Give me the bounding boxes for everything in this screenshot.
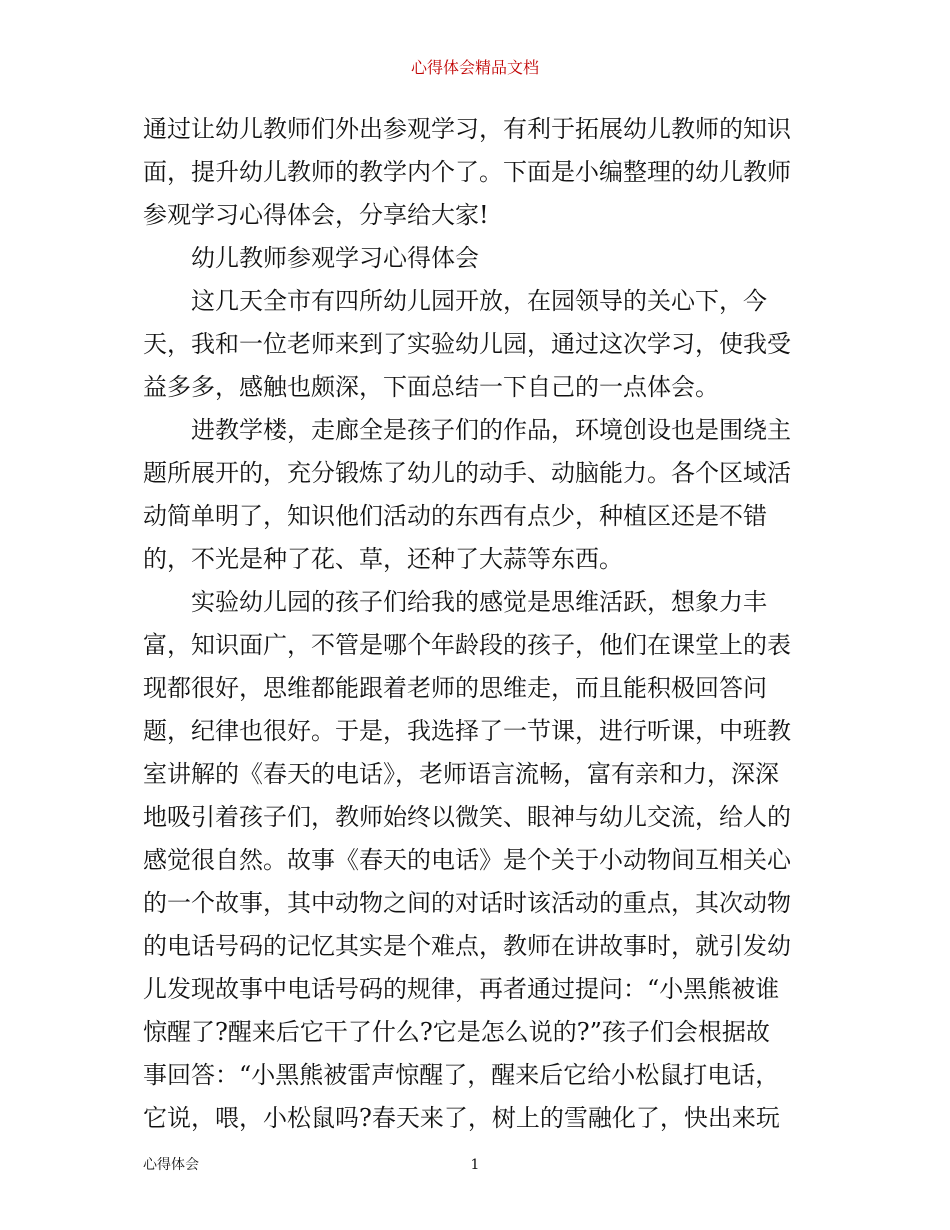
body-line: 现都很好，思维都能跟着老师的思维走，而且能积极回答问: [143, 674, 767, 702]
body-line: 惊醒了?醒来后它干了什么?它是怎么说的?”孩子们会根据故: [143, 1018, 770, 1046]
body-line: 的电话号码的记忆其实是个难点，教师在讲故事时，就引发幼: [143, 932, 791, 960]
document-header-title: 心得体会精品文档: [410, 58, 539, 77]
body-line: 它说，喂，小松鼠吗?春天来了，树上的雪融化了，快出来玩: [143, 1104, 780, 1132]
body-line: 天，我和一位老师来到了实验幼儿园，通过这次学习，使我受: [143, 330, 791, 358]
body-line: 动简单明了，知识他们活动的东西有点少，种植区还是不错: [143, 502, 767, 530]
footer-label: 心得体会: [143, 1157, 199, 1173]
body-line: 进教学楼，走廊全是孩子们的作品，环境创设也是围绕主: [191, 416, 791, 444]
body-line: 实验幼儿园的孩子们给我的感觉是思维活跃，想象力丰: [191, 588, 767, 616]
body-line: 事回答：“小黑熊被雷声惊醒了，醒来后它给小松鼠打电话，: [143, 1061, 780, 1089]
document-body: [143, 108, 815, 1140]
body-line: 参观学习心得体会，分享给大家!: [143, 201, 489, 229]
body-line: 富，知识面广，不管是哪个年龄段的孩子，他们在课堂上的表: [143, 631, 791, 659]
page-number: 1: [470, 1157, 480, 1173]
body-line: 益多多，感触也颇深，下面总结一下自己的一点体会。: [143, 373, 719, 401]
body-line: 的一个故事，其中动物之间的对话时该活动的重点，其次动物: [143, 889, 791, 917]
body-line: 感觉很自然。故事《春天的电话》是个关于小动物间互相关心: [143, 846, 791, 874]
body-line: 儿发现故事中电话号码的规律，再者通过提问：“小黑熊被谁: [143, 975, 780, 1003]
body-line: 的，不光是种了花、草，还种了大蒜等东西。: [143, 545, 623, 573]
body-line: 题，纪律也很好。于是，我选择了一节课，进行听课，中班教: [143, 717, 791, 745]
body-line: 题所展开的，充分锻炼了幼儿的动手、动脑能力。各个区域活: [143, 459, 791, 487]
body-line: 室讲解的《春天的电话》，老师语言流畅，富有亲和力，深深: [143, 760, 779, 788]
body-line: 地吸引着孩子们，教师始终以微笑、眼神与幼儿交流，给人的: [143, 803, 791, 831]
section-title: 幼儿教师参观学习心得体会: [191, 244, 479, 272]
body-line: 这几天全市有四所幼儿园开放，在园领导的关心下，今: [191, 287, 767, 315]
body-line: 通过让幼儿教师们外出参观学习，有利于拓展幼儿教师的知识: [143, 115, 791, 143]
body-line: 面，提升幼儿教师的教学内个了。下面是小编整理的幼儿教师: [143, 158, 791, 186]
